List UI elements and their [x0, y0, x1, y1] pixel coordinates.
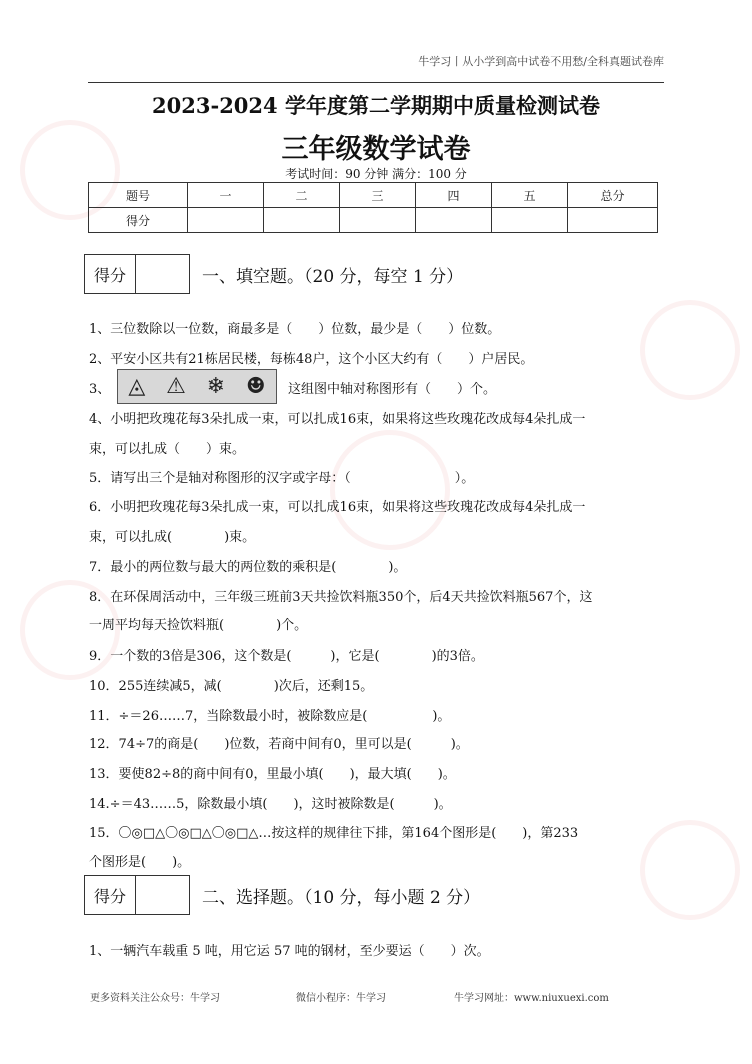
question-line: 个图形是( )。 — [89, 855, 191, 870]
score-table-cell: 三 — [340, 183, 416, 208]
score-table-cell: 四 — [416, 183, 492, 208]
score-table-header-row — [89, 183, 658, 208]
header-divider — [88, 82, 664, 83]
footer-website[interactable]: 牛学习网址：www.niuxuexi.com — [454, 993, 609, 1004]
question-line: 1、一辆汽车载重 5 吨，用它运 57 吨的钢材，至少要运（ ）次。 — [89, 944, 490, 959]
watermark-circle — [330, 430, 450, 550]
score-box-blank[interactable] — [136, 255, 189, 293]
score-box-label: 得分 — [85, 255, 136, 293]
section1-title: 一、填空题。（20 分，每空 1 分） — [202, 267, 464, 287]
jacket-icon: ◬ — [128, 374, 146, 399]
score-table-cell: 一 — [188, 183, 264, 208]
score-table-cell: 总分 — [568, 183, 658, 208]
cartoon-icon: ☻ — [245, 374, 266, 399]
question-line: 13．要使82÷8的商中间有0，里最小填( )，最大填( )。 — [89, 767, 456, 782]
score-box-label: 得分 — [85, 876, 136, 914]
footer-mini-program: 微信小程序：牛学习 — [296, 993, 386, 1004]
question-line: 6．小明把玫瑰花每3朵扎成一束，可以扎成16束，如果将这些玫瑰花改成每4朵扎成一 — [89, 500, 586, 515]
question-line: 9．一个数的3倍是306，这个数是( )，它是( )的3倍。 — [89, 649, 484, 664]
watermark-circle — [640, 820, 740, 920]
exam-subtitle: 三年级数学试卷 — [281, 134, 471, 165]
warning-sign-icon: ⚠ — [166, 374, 186, 399]
question-line: 8．在环保周活动中，三年级三班前3天共捡饮料瓶350个，后4天共捡饮料瓶567个，这 — [89, 590, 593, 605]
score-table — [88, 182, 658, 233]
section2-score-box — [84, 875, 190, 915]
question-line: 束，可以扎成( )束。 — [89, 530, 256, 545]
question-line: 束，可以扎成（ ）束。 — [89, 442, 246, 457]
section2-title: 二、选择题。（10 分，每小题 2 分） — [202, 888, 481, 908]
question-line: 1、三位数除以一位数，商最多是（ ）位数，最少是（ ）位数。 — [89, 322, 501, 337]
score-input-cell[interactable] — [188, 208, 264, 233]
question-line: 2、平安小区共有21栋居民楼，每栋48户，这个小区大约有（ ）户居民。 — [89, 352, 534, 367]
score-table-cell: 得分 — [89, 208, 188, 233]
score-input-cell[interactable] — [340, 208, 416, 233]
footer-wechat-account: 更多资料关注公众号：牛学习 — [90, 993, 220, 1004]
exam-title: 2023-2024 学年度第二学期期中质量检测试卷 — [152, 93, 600, 118]
question-line: 7．最小的两位数与最大的两位数的乘积是( )。 — [89, 560, 407, 575]
question-line: 14.÷＝43……5，除数最小填( )，这时被除数是( )。 — [89, 797, 452, 812]
question-line: 一周平均每天捡饮料瓶( )个。 — [89, 618, 308, 633]
snowflake-icon: ❄ — [206, 374, 226, 399]
score-input-cell[interactable] — [492, 208, 568, 233]
question-line: 5．请写出三个是轴对称图形的汉字或字母：（ ）。 — [89, 471, 475, 486]
exam-info: 考试时间：90 分钟 满分：100 分 — [285, 167, 467, 181]
watermark-circle — [640, 300, 740, 400]
q3-image-strip — [117, 369, 277, 404]
question-line: 11．÷＝26……7，当除数最小时，被除数应是( )。 — [89, 709, 451, 724]
score-input-cell[interactable] — [416, 208, 492, 233]
question-line: 10．255连续减5，减( )次后，还剩15。 — [89, 679, 374, 694]
question-line: 12．74÷7的商是( )位数，若商中间有0，里可以是( )。 — [89, 737, 469, 752]
question-line: 这组图中轴对称图形有（ ）个。 — [288, 382, 497, 397]
score-table-score-row — [89, 208, 658, 233]
question-line: 4、小明把玫瑰花每3朵扎成一束，可以扎成16束，如果将这些玫瑰花改成每4朵扎成一 — [89, 412, 586, 427]
header-note: 牛学习丨从小学到高中试卷不用愁/全科真题试卷库 — [418, 55, 664, 68]
score-table-cell: 二 — [264, 183, 340, 208]
section1-score-box — [84, 254, 190, 294]
question-line: 15．〇◎□△〇◎□△〇◎□△…按这样的规律往下排，第164个图形是( )，第233 — [89, 826, 579, 841]
score-box-blank[interactable] — [136, 876, 189, 914]
score-input-cell[interactable] — [568, 208, 658, 233]
question-line: 3、 — [89, 382, 111, 397]
score-table-cell: 题号 — [89, 183, 188, 208]
score-input-cell[interactable] — [264, 208, 340, 233]
score-table-cell: 五 — [492, 183, 568, 208]
